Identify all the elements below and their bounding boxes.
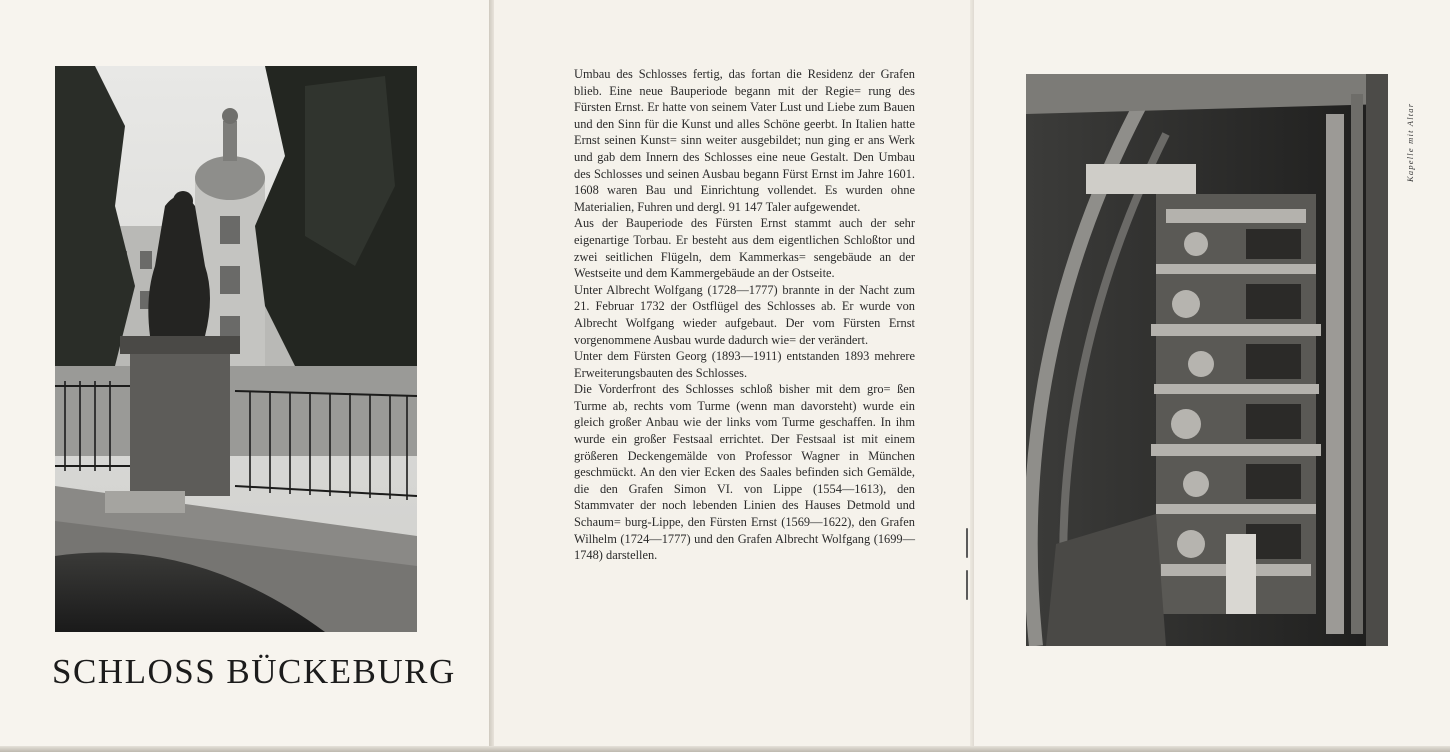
chapel-altar-photo [1026,74,1388,646]
booklet-bottom-edge [0,746,1450,752]
castle-with-statue-photo [55,66,417,632]
photo-caption: Kapelle mit Altar [1405,102,1415,182]
paragraph: Aus der Bauperiode des Fürsten Ernst stammt auch der sehr eigenartige Torbau. Er besteht aus dem eigentlichen Schloßtor und zwei seitlichen Flügeln, dem Kammerkas= sengebäude an der Westseite und dem Kammergebäude an der Ostseite. [574,216,915,281]
paragraph: Unter Albrecht Wolfgang (1728—1777) brannte in der Nacht zum 21. Februar 1732 der Ostflügel des Schlosses ab. Er wurde von Albrecht Wolfgang wieder aufgebaut. Der vom Fürsten Ernst vorgenommene Ausbau wurde dadurch wie= der verändert. [574,282,915,347]
paragraph: Unter dem Fürsten Georg (1893—1911) entstanden 1893 mehrere Erweiterungsbauten des Schlosses. [574,349,915,380]
altar-page [974,0,1450,752]
text-page [494,0,972,752]
staple-mark [966,528,968,558]
cover-title: SCHLOSS BÜCKEBURG [52,652,456,691]
history-text [574,66,915,564]
staple-mark [966,570,968,600]
paragraph: Die Vorderfront des Schlosses schloß bisher mit dem gro= ßen Turme ab, rechts vom Turme (wenn man davorsteht) wurde ein gleich großer Anbau wie der links vom Turme geschaffen. In ihm wurde ein großer Festsaal errichtet. Der Festsaal ist mit einem größeren Deckengemälde von Professor Wagner in München geschmückt. An den vier Ecken des Saales befinden sich Gemälde, die den Grafen Simon VI. von Lippe (1554—1613), den Stammvater der noch lebenden Linien des Hauses Detmold und Schaum= burg-Lippe, den Fürsten Ernst (1569—1622), den Grafen Wilhelm (1724—1777) und den Grafen Albrecht Wolfgang (1699—1748) darstellen. [574,382,915,563]
castle-photo-illustration [55,66,417,632]
altar-photo-illustration [1026,74,1388,646]
cover-page [0,0,490,752]
paragraph: Umbau des Schlosses fertig, das fortan die Residenz der Grafen blieb. Eine neue Bauperiode begann mit der Regie= rung des Fürsten Ernst. Er hatte von seinem Vater Lust und Liebe zum Bauen und den Sinn für die Kunst und alles Schöne geerbt. In Italien hatte Ernst seinen Kunst= sinn weiter ausgebildet; nun ging er ans Werk und gab dem Innern des Schlosses eine neue Gestalt. Den Umbau des Schlosses und seinen Ausbau begann Fürst Ernst im Jahre 1601. 1608 waren Bau und Einrichtung vollendet. Es wurden ohne Materialien, Fuhren und dergl. 91 147 Taler aufgewendet. [574,67,915,214]
